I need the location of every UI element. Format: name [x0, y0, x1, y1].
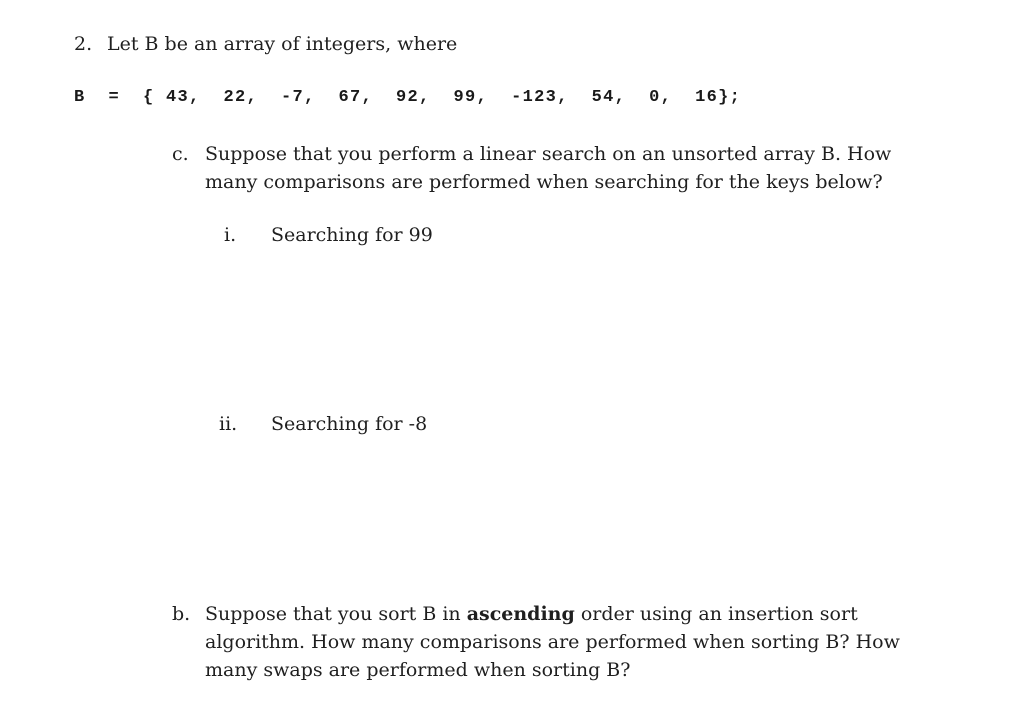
question-text: Let B be an array of integers, where [107, 33, 458, 55]
part-b-bold-ascending: ascending [466, 603, 575, 625]
subitem-i-label: i. [224, 224, 237, 246]
array-definition: B = { 43, 22, -7, 67, 92, 99, -123, 54, 0, 16}; [74, 88, 742, 107]
subitem-ii-text: Searching for -8 [271, 413, 428, 435]
part-b-line-2: algorithm. How many comparisons are performed when sorting B? How [205, 631, 900, 653]
part-c-question [205, 140, 929, 196]
part-b-line-1 [205, 600, 929, 628]
question-number: 2. [74, 33, 93, 55]
subitem-i-text: Searching for 99 [271, 224, 433, 246]
part-b-text-before-bold: Suppose that you sort B in [205, 603, 467, 625]
part-b-question [205, 600, 929, 684]
subitem-ii-label: ii. [219, 413, 238, 435]
part-c-label: c. [172, 143, 189, 165]
part-b-label: b. [172, 603, 191, 625]
part-c-line-1: Suppose that you perform a linear search on an unsorted array B. How [205, 143, 892, 165]
part-b-line-3: many swaps are performed when sorting B? [205, 659, 631, 681]
part-c-line-2: many comparisons are performed when searching for the keys below? [205, 171, 883, 193]
part-b-text-after-bold: order using an insertion sort [574, 603, 858, 625]
